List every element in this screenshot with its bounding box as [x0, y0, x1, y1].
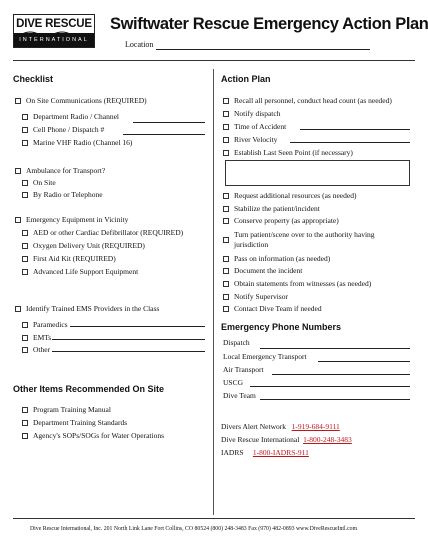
checkbox[interactable] [22, 407, 28, 413]
action-item[interactable]: River Velocity [223, 135, 277, 144]
emergency-field-label: Dispatch [223, 338, 250, 347]
checkbox[interactable] [223, 98, 229, 104]
action-item[interactable]: Request additional resources (as needed) [223, 191, 356, 200]
checkbox[interactable] [22, 335, 28, 341]
checklist-item[interactable]: Department Radio / Channel [22, 112, 119, 121]
checklist-item[interactable]: EMTs [22, 333, 51, 342]
notes-box[interactable] [225, 160, 410, 186]
action-item[interactable]: Time of Accident [223, 122, 286, 131]
checklist-item[interactable]: On Site Communications (REQUIRED) [15, 96, 147, 105]
emts-field[interactable] [52, 339, 205, 340]
checkbox[interactable] [15, 168, 21, 174]
location-field[interactable] [156, 49, 370, 50]
other-field[interactable] [52, 351, 205, 352]
other-item[interactable]: Department Training Standards [22, 418, 127, 427]
checkbox[interactable] [223, 294, 229, 300]
checkbox[interactable] [223, 268, 229, 274]
checkbox[interactable] [22, 114, 28, 120]
action-item[interactable]: Notify dispatch [223, 109, 280, 118]
checkbox[interactable] [22, 180, 28, 186]
phone-link[interactable]: 1-800-IADRS-911 [252, 448, 309, 457]
action-item[interactable]: Turn patient/scene over to the authority having jurisdiction [223, 230, 375, 250]
checklist-item[interactable]: Ambulance for Transport? [15, 166, 105, 175]
checkbox[interactable] [223, 256, 229, 262]
checklist-item[interactable]: Cell Phone / Dispatch # [22, 125, 104, 134]
checkbox[interactable] [22, 433, 28, 439]
footer-address: Dive Rescue International, Inc. 201 North Link Lane Fort Collins, CO 80524 (800) 248-3483 Fax (970) 482-0893 www.DiveRescueIntl.com [30, 526, 358, 532]
checklist-heading: Checklist [13, 74, 54, 84]
footer-divider [13, 518, 415, 519]
time-field[interactable] [300, 129, 410, 130]
emergency-heading: Emergency Phone Numbers [221, 322, 342, 332]
checkbox[interactable] [22, 243, 28, 249]
emergency-field-label: Dive Team [223, 391, 256, 400]
action-item[interactable]: Pass on information (as needed) [223, 254, 330, 263]
other-item[interactable]: Agency's SOPs/SOGs for Water Operations [22, 431, 164, 440]
dispatch-field[interactable] [123, 134, 205, 135]
channel-field[interactable] [133, 122, 205, 123]
checkbox[interactable] [22, 140, 28, 146]
checklist-item[interactable]: Other [22, 345, 50, 354]
checkbox[interactable] [22, 192, 28, 198]
action-item[interactable]: Obtain statements from witnesses (as needed) [223, 279, 371, 288]
contact-line: Divers Alert Network 1-919-684-9111 [221, 422, 340, 431]
phone-link[interactable]: 1-919-684-9111 [291, 422, 340, 431]
checkbox[interactable] [223, 193, 229, 199]
action-plan-heading: Action Plan [221, 74, 271, 84]
checkbox[interactable] [223, 237, 229, 243]
action-item[interactable]: Recall all personnel, conduct head count (as needed) [223, 96, 392, 105]
dispatch-number-field[interactable] [260, 348, 410, 349]
checkbox[interactable] [22, 420, 28, 426]
checklist-item[interactable]: Paramedics [22, 320, 68, 329]
checkbox[interactable] [22, 269, 28, 275]
checklist-item[interactable]: Identify Trained EMS Providers in the Class [15, 304, 159, 313]
dive-team-number-field[interactable] [260, 399, 410, 400]
checklist-item[interactable]: Oxygen Delivery Unit (REQUIRED) [22, 241, 145, 250]
action-item[interactable]: Notify Supervisor [223, 292, 288, 301]
emergency-field-label: Local Emergency Transport [223, 352, 307, 361]
action-item[interactable]: Document the incident [223, 266, 302, 275]
transport-number-field[interactable] [318, 361, 410, 362]
page-title: Swiftwater Rescue Emergency Action Plan [110, 15, 428, 33]
checkbox[interactable] [15, 98, 21, 104]
checkbox[interactable] [22, 256, 28, 262]
action-item[interactable]: Stabilize the patient/incident [223, 204, 320, 213]
checkbox[interactable] [22, 347, 28, 353]
velocity-field[interactable] [290, 142, 410, 143]
phone-link[interactable]: 1-800-248-3483 [303, 435, 352, 444]
emergency-field-label: USCG [223, 378, 244, 387]
air-transport-field[interactable] [272, 374, 410, 375]
checklist-item[interactable]: On Site [22, 178, 56, 187]
checklist-item[interactable]: AED or other Cardiac Defibrillator (REQUIRED) [22, 228, 183, 237]
logo-name: DIVE RESCUE [16, 18, 92, 30]
checkbox[interactable] [223, 150, 229, 156]
other-item[interactable]: Program Training Manual [22, 405, 111, 414]
checklist-item[interactable]: Marine VHF Radio (Channel 16) [22, 138, 132, 147]
checkbox[interactable] [22, 230, 28, 236]
checkbox[interactable] [15, 306, 21, 312]
checkbox[interactable] [22, 127, 28, 133]
checkbox[interactable] [22, 322, 28, 328]
other-items-heading: Other Items Recommended On Site [13, 384, 165, 394]
logo-tagline: INTERNATIONAL [19, 37, 89, 43]
location-label: Location [125, 40, 154, 49]
checkbox[interactable] [15, 217, 21, 223]
checklist-item[interactable]: By Radio or Telephone [22, 190, 103, 199]
checklist-item[interactable]: Emergency Equipment in Vicinity [15, 215, 128, 224]
header-divider [13, 60, 415, 61]
action-item[interactable]: Establish Last Seen Point (if necessary) [223, 148, 353, 157]
contact-line: IADRS 1-800-IADRS-911 [221, 448, 309, 457]
checkbox[interactable] [223, 306, 229, 312]
checkbox[interactable] [223, 281, 229, 287]
action-item[interactable]: Contact Dive Team if needed [223, 304, 322, 313]
checkbox[interactable] [223, 124, 229, 130]
checkbox[interactable] [223, 111, 229, 117]
dive-rescue-logo [13, 14, 95, 48]
uscg-number-field[interactable] [250, 386, 410, 387]
checklist-item[interactable]: First Aid Kit (REQUIRED) [22, 254, 116, 263]
paramedics-field[interactable] [70, 326, 205, 327]
emergency-field-label: Air Transport [223, 365, 264, 374]
action-item[interactable]: Conserve property (as appropriate) [223, 216, 339, 225]
checkbox[interactable] [223, 137, 229, 143]
contact-line: Dive Rescue International 1-800-248-3483 [221, 435, 352, 444]
column-divider [213, 69, 214, 515]
checklist-item[interactable]: Advanced Life Support Equipment [22, 267, 138, 276]
checkbox[interactable] [223, 206, 229, 212]
checkbox[interactable] [223, 218, 229, 224]
